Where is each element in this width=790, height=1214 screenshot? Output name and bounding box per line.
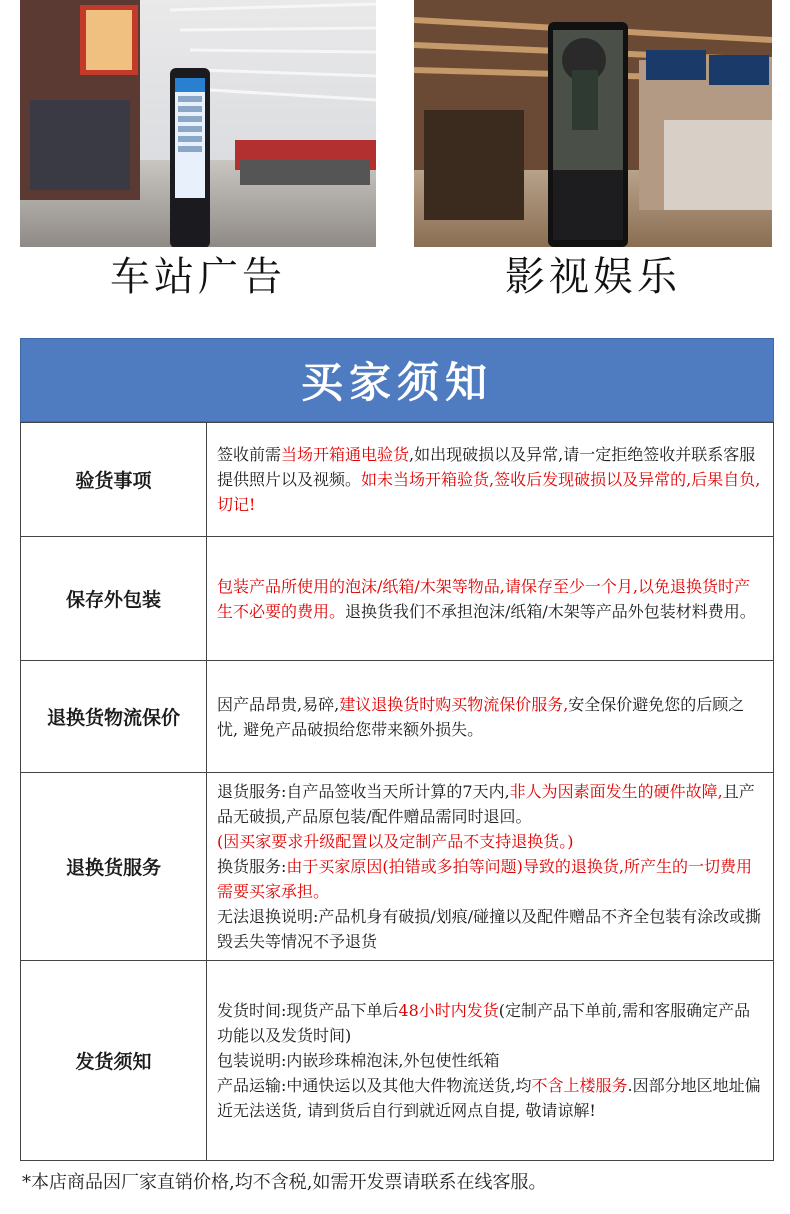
transport-line — [217, 1073, 763, 1123]
row-text: 产品运输:中通快运以及其他大件物流送货,均 — [217, 1076, 532, 1095]
table-row — [21, 773, 774, 961]
row-content — [207, 773, 774, 961]
row-text: 发货时间:现货产品下单后 — [217, 1001, 399, 1020]
buyer-notice-header — [20, 338, 774, 422]
return-service-line — [217, 779, 763, 829]
row-content — [207, 661, 774, 773]
row-text: 换货服务: — [217, 857, 287, 876]
row-label: 保存外包装 — [21, 537, 207, 661]
row-text-emphasis: 非人为因素面发生的硬件故障, — [509, 782, 723, 801]
row-content — [207, 961, 774, 1161]
row-text-emphasis: 48小时内发货 — [398, 1001, 499, 1020]
row-label: 发货须知 — [21, 961, 207, 1161]
table-row — [21, 537, 774, 661]
exchange-service-line — [217, 854, 763, 904]
row-label: 验货事项 — [21, 423, 207, 537]
row-text-emphasis: 建议退换货时购买物流保价服务, — [339, 694, 569, 714]
row-text: 签收前需 — [217, 445, 282, 464]
row-content — [207, 423, 774, 537]
row-text-emphasis: 当场开箱通电验货 — [281, 445, 410, 464]
row-text: .因部分地区地址偏近无法送货, 请到货后自行到就近网点自提, 敬请谅解! — [217, 1076, 761, 1120]
shipping-time-line — [217, 998, 763, 1048]
row-text: ,如出现破损以及异常,请一定拒绝签收并联系客服提供照片以及视频。 — [217, 445, 756, 489]
row-content — [207, 537, 774, 661]
table-row — [21, 961, 774, 1161]
no-return-note: 无法退换说明:产品机身有破损/划痕/碰撞以及配件赠品不齐全包装有涂改或撕毁丢失等情况不予退货 — [217, 907, 762, 951]
row-text: 且产品无破损,产品原包装/配件赠品需同时退回。 — [217, 782, 755, 826]
buyer-notice-table — [20, 422, 774, 1161]
packaging-line: 包装说明:内嵌珍珠棉泡沫,外包使性纸箱 — [217, 1051, 500, 1070]
cinema-ad-photo — [414, 0, 772, 247]
tax-footnote: *本店商品因厂家直销价格,均不含税,如需开发票请联系在线客服。 — [22, 1172, 547, 1193]
table-row — [21, 423, 774, 537]
custom-product-note: (因买家要求升级配置以及定制产品不支持退换货。) — [217, 832, 574, 851]
station-ad-caption: 车站广告 — [110, 254, 286, 300]
row-text: 安全保价避免您的后顾之忧, 避免产品破损给您带来额外损失。 — [217, 694, 745, 739]
row-label: 退换货物流保价 — [21, 661, 207, 773]
row-label: 退换货服务 — [21, 773, 207, 961]
cinema-caption: 影视娱乐 — [505, 254, 681, 300]
table-row — [21, 661, 774, 773]
row-text-emphasis: 包装产品所使用的泡沫/纸箱/木架等物品,请保存至少一个月,以免退换货时产生不必要的费用。 — [217, 576, 750, 621]
row-text-emphasis: 如未当场开箱验货,签收后发现破损以及异常的,后果自负,切记! — [217, 470, 761, 514]
row-text: 退货服务:自产品签收当天所计算的7天内, — [217, 782, 510, 801]
row-text-emphasis: 不含上楼服务 — [531, 1076, 628, 1095]
station-ad-photo — [20, 0, 376, 247]
row-text-emphasis: 由于买家原因(拍错或多拍等问题)导致的退换货,所产生的一切费用需要买家承担。 — [217, 857, 752, 901]
buyer-notice-title: 买家须知 — [300, 358, 493, 407]
row-text: 退换货我们不承担泡沫/纸箱/木架等产品外包装材料费用。 — [345, 601, 756, 621]
row-text: 因产品昂贵,易碎, — [217, 694, 340, 714]
row-text: (定制产品下单前,需和客服确定产品功能以及发货时间) — [217, 1001, 751, 1045]
